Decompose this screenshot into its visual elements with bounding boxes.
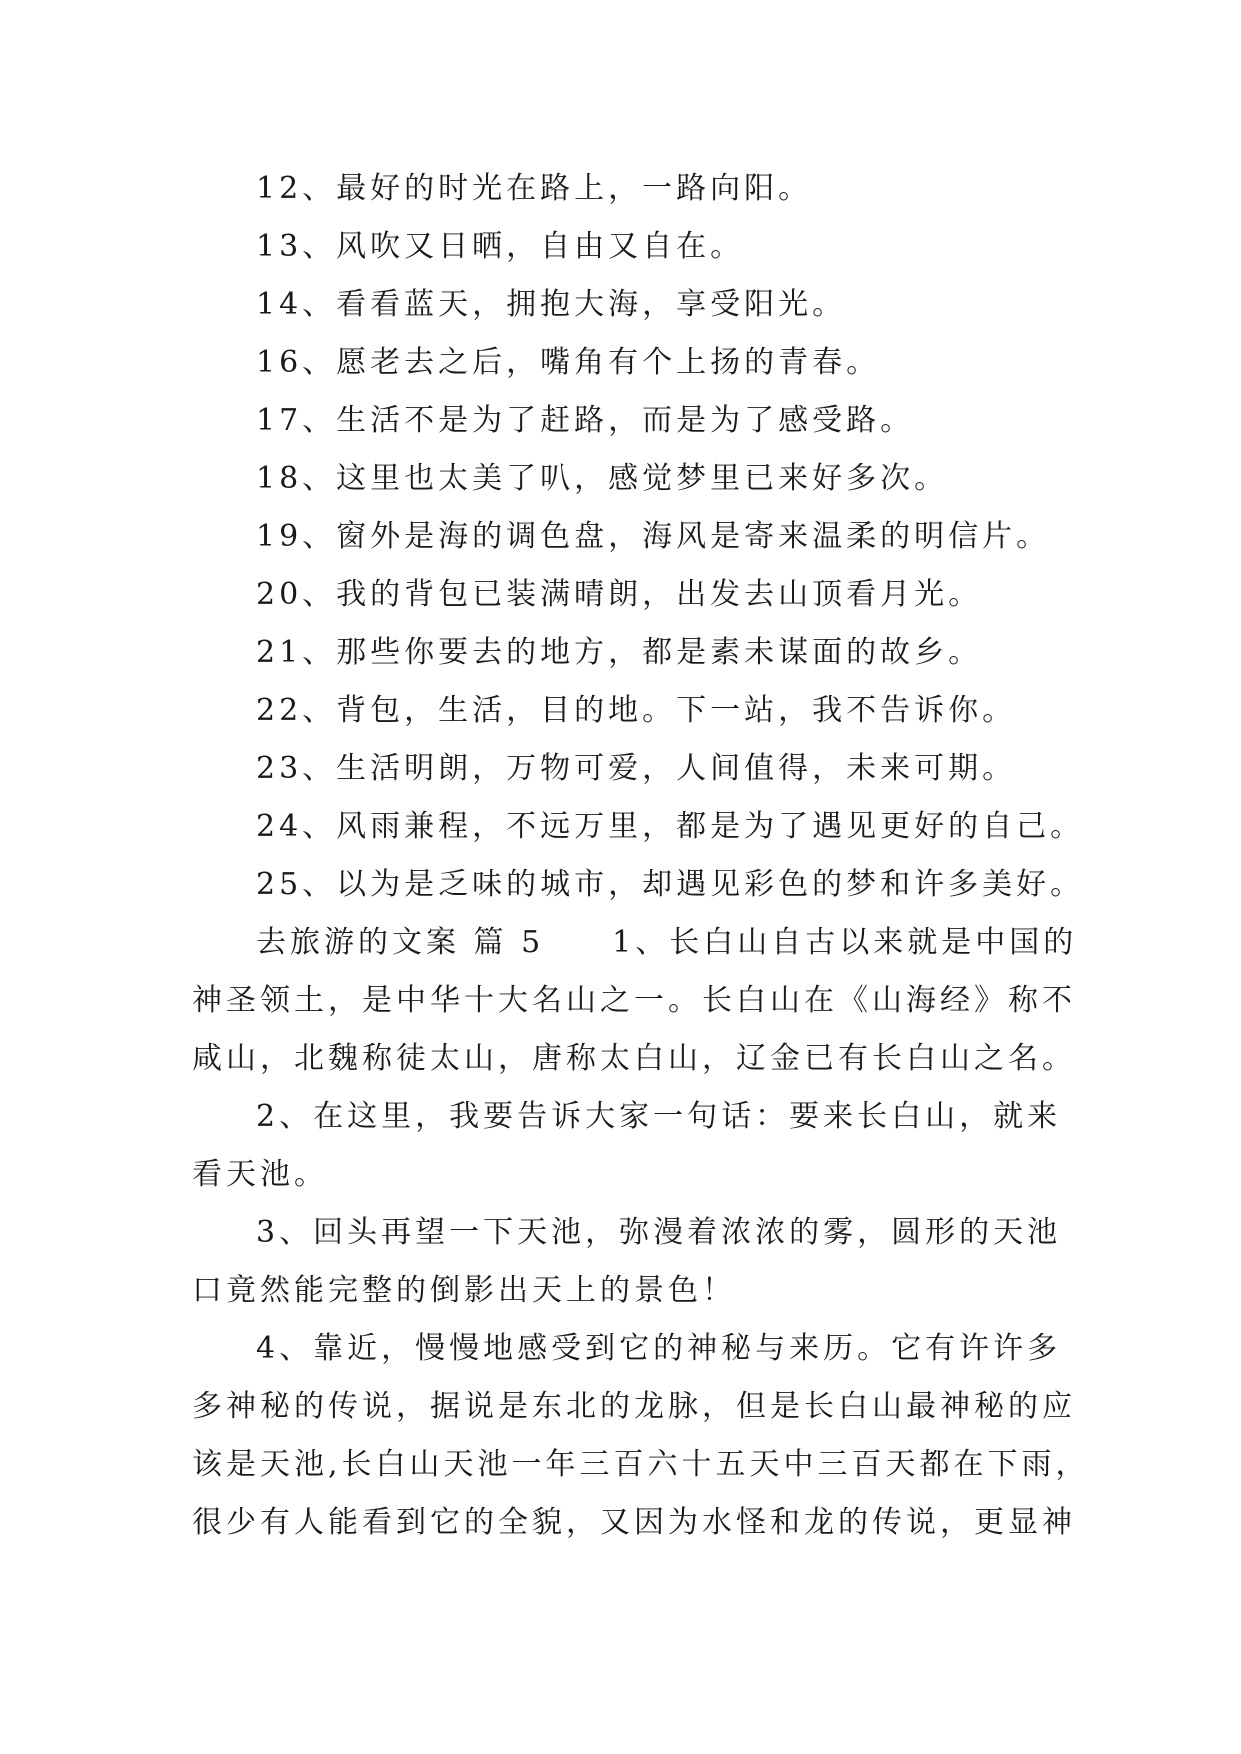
paragraph-line: 口竟然能完整的倒影出天上的景色！ — [192, 1273, 736, 1308]
list-item: 12、最好的时光在路上，一路向阳。 — [256, 171, 813, 206]
list-item: 14、看看蓝天，拥抱大海，享受阳光。 — [256, 287, 847, 322]
list-item: 20、我的背包已装满晴朗，出发去山顶看月光。 — [256, 577, 983, 612]
paragraph-line: 看天池。 — [192, 1157, 328, 1192]
paragraph-line: 很少有人能看到它的全貌，又因为水怪和龙的传说，更显神 — [192, 1505, 1076, 1540]
list-item: 18、这里也太美了叭，感觉梦里已来好多次。 — [256, 461, 949, 496]
list-item: 17、生活不是为了赶路，而是为了感受路。 — [256, 403, 915, 438]
paragraph-line: 3、回头再望一下天池，弥漫着浓浓的雾，圆形的天池 — [256, 1215, 1062, 1250]
list-item: 22、背包，生活，目的地。下一站，我不告诉你。 — [256, 693, 1017, 728]
paragraph-line: 4、靠近，慢慢地感受到它的神秘与来历。它有许许多 — [256, 1331, 1062, 1366]
list-item: 25、以为是乏味的城市，却遇见彩色的梦和许多美好。 — [256, 867, 1085, 902]
paragraph-line: 2、在这里，我要告诉大家一句话：要来长白山，就来 — [256, 1099, 1062, 1134]
list-item: 13、风吹又日晒，自由又自在。 — [256, 229, 745, 264]
list-item: 16、愿老去之后，嘴角有个上扬的青春。 — [256, 345, 881, 380]
paragraph-line: 神圣领土，是中华十大名山之一。长白山在《山海经》称不 — [192, 983, 1076, 1018]
list-item: 21、那些你要去的地方，都是素未谋面的故乡。 — [256, 635, 983, 670]
section-heading-line: 去旅游的文案 篇 5 1、长白山自古以来就是中国的 — [256, 925, 1078, 960]
paragraph-line: 多神秘的传说，据说是东北的龙脉，但是长白山最神秘的应 — [192, 1389, 1076, 1424]
paragraph-line: 咸山，北魏称徒太山，唐称太白山，辽金已有长白山之名。 — [192, 1041, 1076, 1076]
paragraph-line: 该是天池,长白山天池一年三百六十五天中三百天都在下雨， — [192, 1447, 1090, 1482]
list-item: 24、风雨兼程，不远万里，都是为了遇见更好的自己。 — [256, 809, 1085, 844]
list-item: 23、生活明朗，万物可爱，人间值得，未来可期。 — [256, 751, 1017, 786]
list-item: 19、窗外是海的调色盘，海风是寄来温柔的明信片。 — [256, 519, 1051, 554]
document-body — [192, 160, 1090, 1552]
